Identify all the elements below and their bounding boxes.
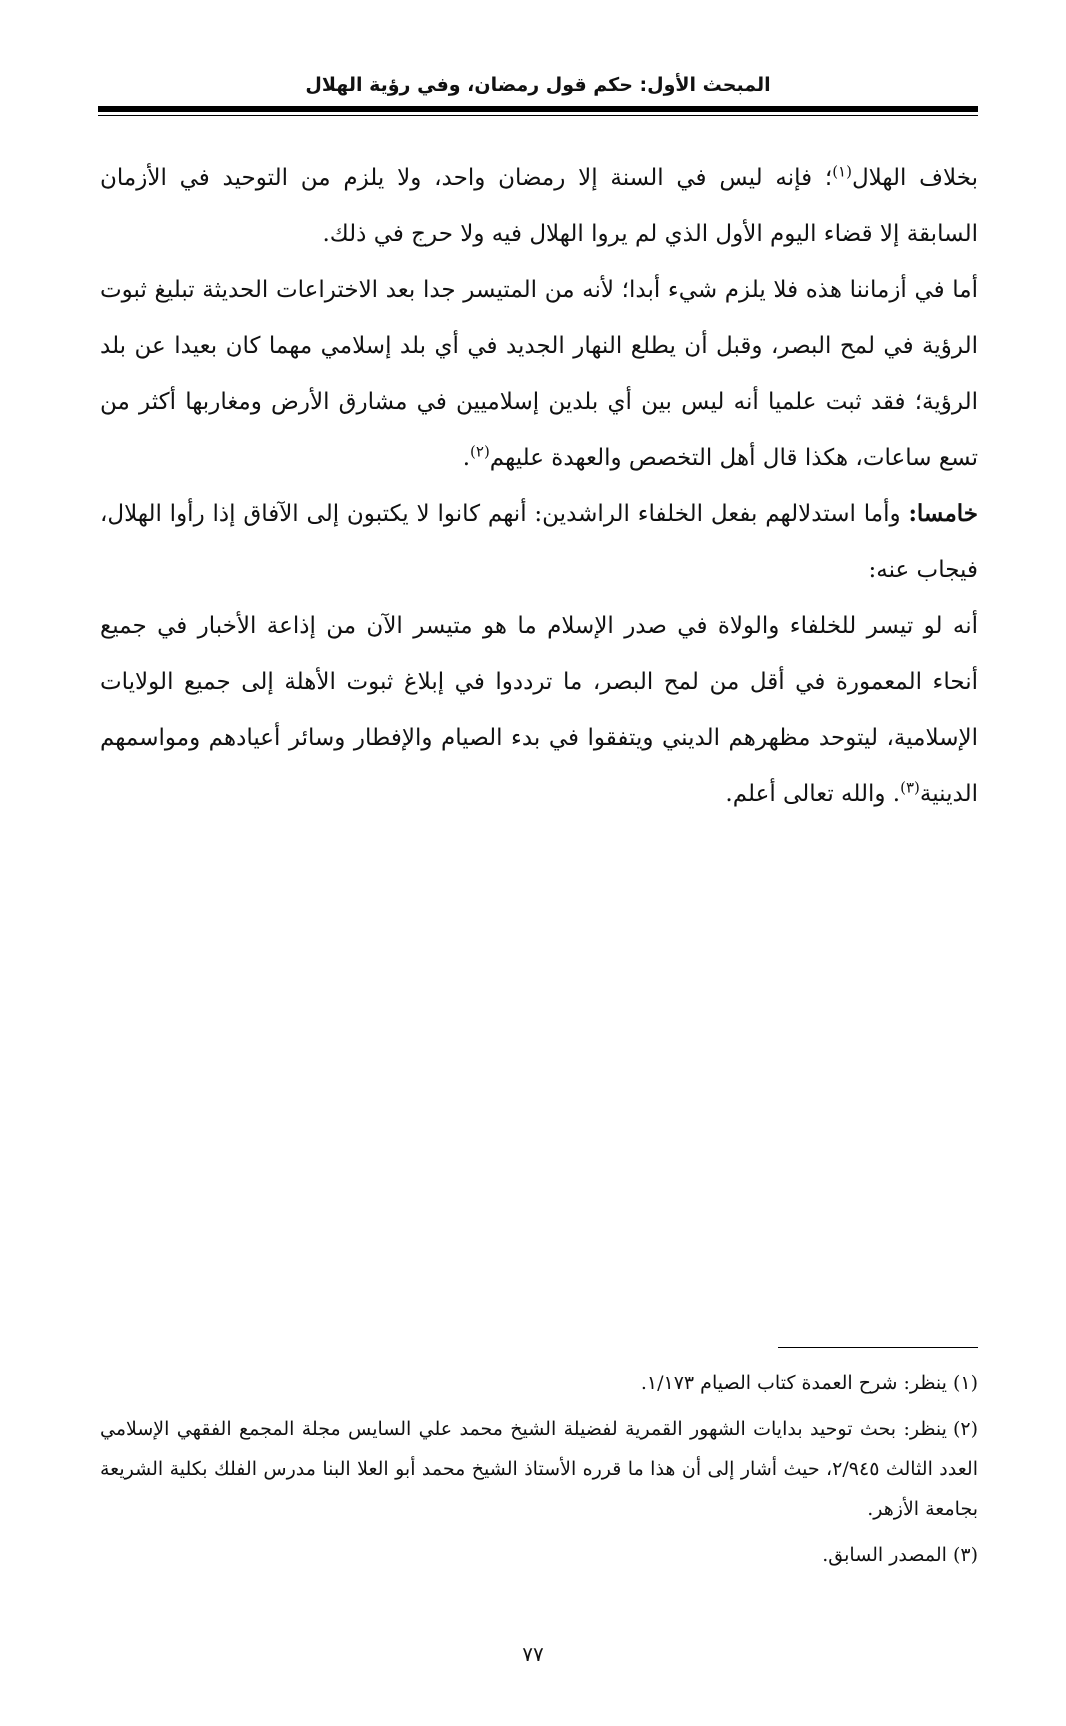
header-rule-thin xyxy=(98,115,978,116)
footnote-1-number: (١) xyxy=(952,1372,978,1394)
footnote-3-number: (٣) xyxy=(952,1544,978,1566)
footnote-2-text: ينظر: بحث توحيد بدايات الشهور القمرية لفضيلة الشيخ محمد علي السايس مجلة المجمع الفقهي الإسلامي العدد الثالث ٢/٩٤٥، حيث أشار إلى أن هذا ما قرره الأستاذ الشيخ محمد أبو العلا البنا مدرس الفلك بكلية الشريعة بجامعة الأزهر. xyxy=(100,1418,978,1520)
footnote-ref-1[interactable]: (١) xyxy=(832,162,852,181)
page-number: ٧٧ xyxy=(522,1642,544,1666)
section-label-fifth: خامسا: xyxy=(908,500,978,527)
footnote-2 xyxy=(100,1409,978,1529)
paragraph-4-text-end: . والله تعالى أعلم. xyxy=(725,781,901,807)
paragraph-4 xyxy=(100,598,978,822)
paragraph-2-text-end: . xyxy=(462,445,471,471)
footnote-ref-2[interactable]: (٢) xyxy=(470,442,490,461)
paragraph-2-text-start: أما في أزماننا هذه فلا يلزم شيء أبدا؛ لأنه من المتيسر جدا بعد الاختراعات الحديثة تبليغ ثبوت الرؤية في لمح البصر، وقبل أن يطلع النهار الجديد في أي بلد إسلامي مهما كان بعيدا عن بلد الرؤية؛ فقد ثبت علميا أنه ليس بين أي بلدين إسلاميين في مشارق الأرض ومغاربها أكثر من تسع ساعات، هكذا قال أهل التخصص والعهدة عليهم xyxy=(100,277,978,471)
footnote-3 xyxy=(100,1535,978,1575)
footnote-separator xyxy=(778,1347,978,1348)
footnote-3-text: المصدر السابق. xyxy=(822,1544,947,1566)
paragraph-4-text-start: أنه لو تيسر للخلفاء والولاة في صدر الإسلام ما هو متيسر الآن من إذاعة الأخبار في جميع أنحاء المعمورة في أقل من لمح البصر، ما ترددوا في إبلاغ ثبوت الأهلة إلى جميع الولايات الإسلامية، ليتوحد مظهرهم الديني ويتفقوا في بدء الصيام والإفطار وسائر أعيادهم ومواسمهم الدينية xyxy=(100,613,978,807)
running-header: المبحث الأول: حكم قول رمضان، وفي رؤية الهلال xyxy=(305,74,771,96)
footnote-ref-3[interactable]: (٣) xyxy=(900,778,920,797)
paragraph-1-text-start: بخلاف الهلال xyxy=(851,165,978,191)
paragraph-2 xyxy=(100,262,978,486)
paragraph-1-text-end: ؛ فإنه ليس في السنة إلا رمضان واحد، ولا يلزم من التوحيد في الأزمان السابقة إلا قضاء اليوم الأول الذي لم يروا الهلال فيه ولا حرج في ذلك. xyxy=(100,165,978,247)
paragraph-3 xyxy=(100,486,978,598)
paragraph-3-text: وأما استدلالهم بفعل الخلفاء الراشدين: أنهم كانوا لا يكتبون إلى الآفاق إذا رأوا الهلال، فيجاب عنه: xyxy=(100,501,978,583)
footnote-2-number: (٢) xyxy=(952,1418,978,1440)
footnote-1-text: ينظر: شرح العمدة كتاب الصيام ١/١٧٣. xyxy=(640,1372,947,1394)
main-text xyxy=(100,150,978,822)
paragraph-1 xyxy=(100,150,978,262)
header-rule-thick xyxy=(98,106,978,112)
footnote-1 xyxy=(100,1363,978,1403)
footnotes xyxy=(100,1363,978,1581)
